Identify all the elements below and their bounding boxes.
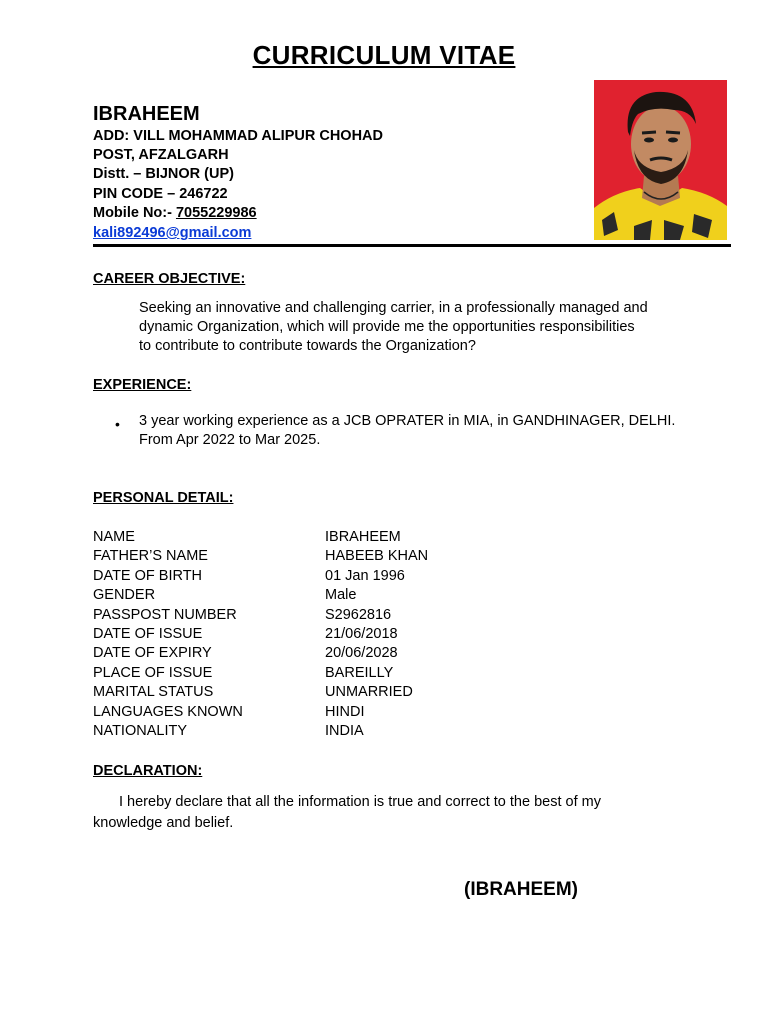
- header-divider: [93, 244, 731, 247]
- detail-value: Male: [325, 587, 357, 604]
- detail-row: [93, 586, 693, 605]
- address-line-2: POST, AFZALGARH: [93, 147, 229, 163]
- detail-label: DATE OF ISSUE: [93, 626, 203, 642]
- detail-label: DATE OF BIRTH: [93, 567, 203, 584]
- detail-label: MARITAL STATUS: [93, 684, 214, 701]
- detail-value: HINDI: [325, 703, 365, 720]
- address-line-3: Distt. – BIJNOR (UP): [93, 166, 234, 182]
- career-objective-line-1: Seeking an innovative and challenging carrier, in a professionally managed and: [139, 300, 648, 316]
- experience-line-2: From Apr 2022 to Mar 2025.: [139, 432, 321, 448]
- detail-value: BAREILLY: [325, 664, 394, 681]
- address-line-1: ADD: VILL MOHAMMAD ALIPUR CHOHAD: [93, 128, 383, 144]
- detail-label: NAME: [93, 529, 135, 545]
- mobile-line: [93, 205, 257, 221]
- career-objective-line-3: to contribute to contribute towards the Organization?: [139, 338, 476, 354]
- detail-value: 21/06/2018: [325, 626, 398, 642]
- detail-value: UNMARRIED: [325, 684, 413, 701]
- signature-name: (IBRAHEEM): [464, 879, 578, 900]
- bullet-icon: •: [115, 416, 120, 432]
- detail-label: FATHER’S NAME: [93, 548, 208, 565]
- detail-label: PLACE OF ISSUE: [93, 664, 213, 681]
- detail-value: 01 Jan 1996: [325, 567, 405, 584]
- detail-row: [93, 683, 693, 702]
- detail-row: [93, 664, 693, 683]
- detail-label: NATIONALITY: [93, 723, 187, 739]
- detail-value: 20/06/2028: [325, 645, 398, 662]
- experience-heading: EXPERIENCE:: [93, 377, 192, 393]
- detail-row: [93, 722, 693, 741]
- detail-label: LANGUAGES KNOWN: [93, 703, 243, 720]
- detail-row: [93, 644, 693, 663]
- mobile-label: Mobile No:-: [93, 205, 176, 221]
- detail-row: [93, 606, 693, 625]
- career-objective-heading: CAREER OBJECTIVE:: [93, 271, 246, 287]
- experience-line-1: 3 year working experience as a JCB OPRATER in MIA, in GANDHINAGER, DELHI.: [139, 413, 676, 429]
- declaration-text: I hereby declare that all the information is true and correct to the best of my knowledge and belief.: [93, 794, 601, 831]
- detail-row: [93, 567, 693, 586]
- detail-row: [93, 528, 693, 547]
- career-objective-line-2: dynamic Organization, which will provide me the opportunities responsibilities: [139, 319, 635, 335]
- document-title: CURRICULUM VITAE: [252, 40, 516, 70]
- detail-label: DATE OF EXPIRY: [93, 645, 212, 662]
- email-link[interactable]: kali892496@gmail.com: [93, 225, 252, 241]
- personal-detail-heading: PERSONAL DETAIL:: [93, 490, 234, 506]
- detail-row: [93, 625, 693, 644]
- mobile-number-link[interactable]: 7055229986: [175, 205, 257, 221]
- declaration-heading: DECLARATION:: [93, 763, 203, 779]
- detail-value: S2962816: [325, 606, 392, 623]
- detail-row: [93, 547, 693, 566]
- detail-label: GENDER: [93, 587, 156, 604]
- detail-row: [93, 703, 693, 722]
- detail-label: PASSPOST NUMBER: [93, 606, 237, 623]
- profile-photo: [594, 80, 727, 240]
- detail-value: IBRAHEEM: [325, 529, 401, 545]
- address-line-4: PIN CODE – 246722: [93, 186, 228, 202]
- detail-value: HABEEB KHAN: [325, 548, 429, 565]
- applicant-name: IBRAHEEM: [93, 103, 200, 125]
- detail-value: INDIA: [325, 723, 364, 739]
